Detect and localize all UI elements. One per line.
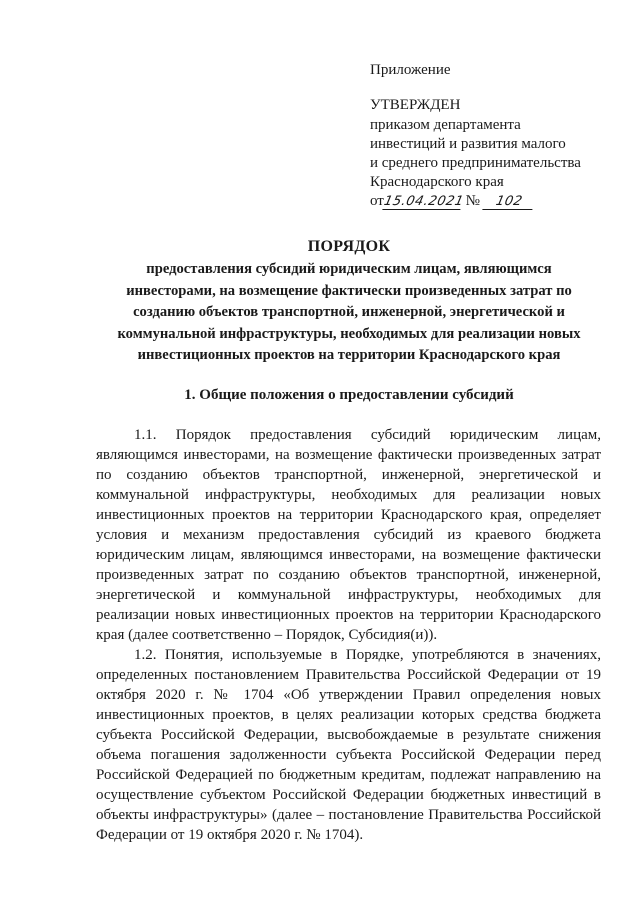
date-prefix: от bbox=[370, 193, 384, 209]
appendix-block bbox=[370, 61, 620, 211]
approval-line: и среднего предпринимательства bbox=[370, 155, 581, 171]
title-main: ПОРЯДОК bbox=[307, 238, 391, 255]
title-subtitle bbox=[95, 259, 603, 367]
order-date-handwritten: 15.04.2021 bbox=[382, 194, 465, 209]
order-number-handwritten: 102 bbox=[482, 194, 535, 210]
number-sign: № bbox=[465, 193, 480, 209]
paragraph-1-1: 1.1. Порядок предоставления субсидий юридическим лицам, являющимся инвесторами, на возмещение фактически произведенных затрат по созданию объектов транспортной, инженерной, энергетической и коммунальной инфраструктуры, необходимых для реализации новых инвестиционных проектов на территории Краснодарского края, определяет условия и механизм предоставления субсидий из краевого бюджета юридическим лицам, являющимся инвесторами, на возмещение фактически произведенных затрат по созданию объектов транспортной, инженерной, энергетической и коммунальной инфраструктуры, необходимых для реализации новых инвестиционных проектов на территории Краснодарского края (далее соответственно – Порядок, Субсидия(и)). bbox=[96, 427, 601, 643]
appendix-label: Приложение bbox=[370, 62, 451, 78]
subtitle-line: предоставления субсидий юридическим лицам, являющимся bbox=[146, 261, 552, 277]
document-title bbox=[95, 237, 603, 367]
subtitle-line: инвестиционных проектов на территории Краснодарского края bbox=[137, 347, 561, 363]
approved-label: УТВЕРЖДЕН bbox=[370, 97, 461, 113]
subtitle-line: коммунальной инфраструктуры, необходимых для реализации новых bbox=[117, 325, 581, 342]
approval-line: инвестиций и развития малого bbox=[370, 136, 566, 152]
section-heading: 1. Общие положения о предоставлении субсидий bbox=[184, 387, 514, 403]
approval-line: Краснодарского края bbox=[370, 174, 504, 190]
document-body bbox=[96, 425, 601, 845]
approval-line: приказом департамента bbox=[370, 117, 521, 133]
paragraph-1-2: 1.2. Понятия, используемые в Порядке, употребляются в значениях, определенных постановлением Правительства Российской Федерации от 19 октября 2020 г. № 1704 «Об утверждении Правил определения новых инвестиционных проектов, в целях реализации которых средства бюджета субъекта Российской Федерации, высвобождаемые в результате снижения объема погашения задолженности субъекта Российской Федерации перед Российской Федерацией по бюджетным кредитам, подлежат направлению на осуществление субъектом Российской Федерации бюджетных инвестиций в объекты инфраструктуры» (далее – постановление Правительства Российской Федерации от 19 октября 2020 г. № 1704). bbox=[96, 647, 601, 843]
subtitle-line: инвесторами, на возмещение фактически произведенных затрат по bbox=[126, 282, 572, 299]
subtitle-line: созданию объектов транспортной, инженерной, энергетической и bbox=[133, 304, 565, 320]
order-date-line bbox=[370, 192, 620, 211]
